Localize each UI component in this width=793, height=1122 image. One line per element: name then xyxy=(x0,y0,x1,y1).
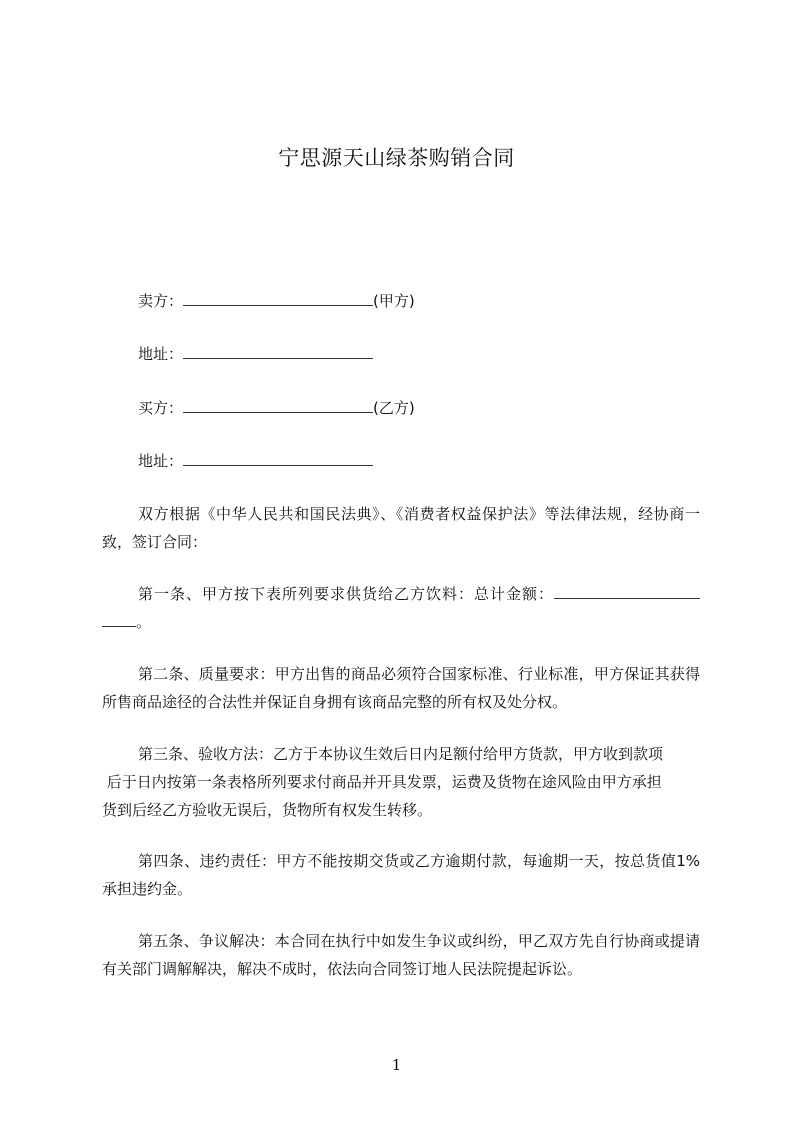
article-5: 第五条、争议解决：本合同在执行中如发生争议或纠纷，甲乙双方先自行协商或提请有关部门调解解决，解决不成时，依法向合同签订地人民法院提起诉讼。 xyxy=(102,932,700,978)
buyer-address-field xyxy=(138,451,373,471)
article-1 xyxy=(102,580,700,636)
buyer-address-blank xyxy=(183,451,373,466)
buyer-field xyxy=(138,398,415,418)
seller-blank xyxy=(183,291,373,306)
buyer-address-label: 地址： xyxy=(138,452,184,470)
buyer-blank xyxy=(183,398,373,413)
intro-paragraph: 双方根据《中华人民共和国民法典》、《消费者权益保护法》等法律法规，经协商一致，签订合同： xyxy=(102,505,700,551)
buyer-label: 买方： xyxy=(138,399,184,417)
amount-blank xyxy=(554,584,700,599)
article-3-line-2: 后于日内按第一条表格所列要求付商品并开具发票，运费及货物在途风险由甲方承担 xyxy=(102,773,662,791)
buyer-suffix: (乙方) xyxy=(373,399,415,417)
seller-address-blank xyxy=(183,344,373,359)
article-3 xyxy=(102,740,700,824)
seller-label: 卖方： xyxy=(138,292,184,310)
document-title: 宁思源天山绿茶购销合同 xyxy=(278,146,515,170)
article-2: 第二条、质量要求：甲方出售的商品必须符合国家标准、行业标准，甲方保证其获得所售商品途径的合法性并保证自身拥有该商品完整的所有权及处分权。 xyxy=(102,665,700,711)
article-1-text: 第一条、甲方按下表所列要求供货给乙方饮料：总计金额： xyxy=(138,585,554,603)
article-3-line-3: 货到后经乙方验收无误后，货物所有权发生转移。 xyxy=(102,801,433,819)
article-1-end: 。 xyxy=(136,613,152,631)
seller-address-label: 地址： xyxy=(138,345,184,363)
seller-suffix: (甲方) xyxy=(373,292,415,310)
amount-blank-continued xyxy=(102,612,136,627)
seller-field xyxy=(138,291,415,311)
page-number: 1 xyxy=(391,1056,402,1074)
article-3-line-1: 第三条、验收方法：乙方于本协议生效后日内足额付给甲方货款，甲方收到款项 xyxy=(138,745,664,763)
article-4: 第四条、违约责任：甲方不能按期交货或乙方逾期付款，每逾期一天，按总货值1%承担违约金。 xyxy=(102,852,700,898)
seller-address-field xyxy=(138,344,373,364)
